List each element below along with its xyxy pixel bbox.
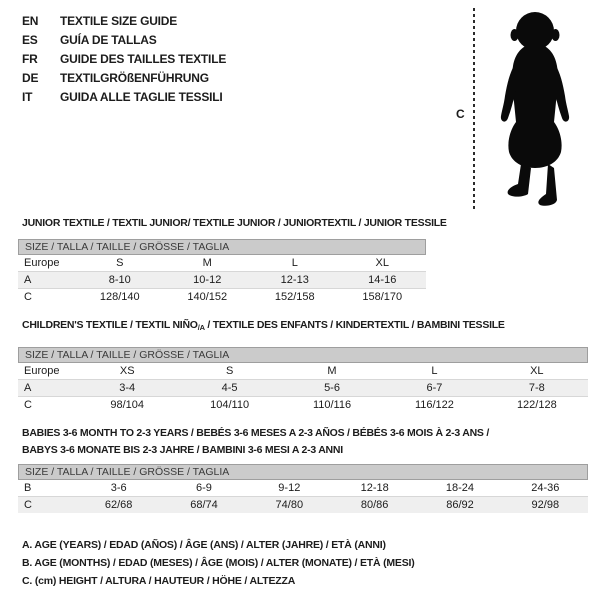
size-cell: S xyxy=(116,257,124,269)
height-cell: 110/116 xyxy=(312,399,352,411)
age-cell: 18-24 xyxy=(445,482,475,494)
table-row xyxy=(18,363,588,380)
language-row xyxy=(22,31,226,50)
age-cell: 4-5 xyxy=(221,382,238,394)
note-age-months: B. AGE (MONTHS) / EDAD (MESES) / ÂGE (MOIS) / ALTER (MONATE) / ETÀ (MESI) xyxy=(22,557,415,569)
table-row xyxy=(18,397,588,413)
row-label: C xyxy=(24,499,32,511)
row-label: A xyxy=(24,382,32,394)
size-header-bar: SIZE / TALLA / TAILLE / GRÖSSE / TAGLIA xyxy=(18,239,426,255)
row-label: Europe xyxy=(24,365,60,377)
table-row xyxy=(18,255,426,272)
size-cell: L xyxy=(291,257,298,269)
height-cell: 62/68 xyxy=(104,499,133,511)
childrens-section-title: CHILDREN'S TEXTILE / TEXTIL NIÑO/A / TEXTILE DES ENFANTS / KINDERTEXTIL / BAMBINI TESSILE xyxy=(22,319,505,332)
age-cell: 7-8 xyxy=(528,382,545,394)
table-row xyxy=(18,380,588,397)
language-row xyxy=(22,12,226,31)
legend-notes xyxy=(22,536,415,590)
size-cell: L xyxy=(431,365,438,377)
size-header-bar: SIZE / TALLA / TAILLE / GRÖSSE / TAGLIA xyxy=(18,347,588,363)
age-cell: 14-16 xyxy=(368,274,397,286)
language-code: ES xyxy=(22,33,38,47)
language-row xyxy=(22,69,226,88)
table-row xyxy=(18,497,588,513)
height-cell: 104/110 xyxy=(210,399,250,411)
guide-title: GUIDE DES TAILLES TEXTILE xyxy=(60,52,227,66)
height-cell: 122/128 xyxy=(516,399,557,411)
guide-title: TEXTILE SIZE GUIDE xyxy=(60,14,178,28)
size-cell: XS xyxy=(119,365,135,377)
language-row xyxy=(22,50,226,69)
height-cell: 86/92 xyxy=(446,499,474,511)
age-cell: 3-4 xyxy=(119,382,136,394)
babies-section-title: BABIES 3-6 MONTH TO 2-3 YEARS / BEBÉS 3-6 MESES A 2-3 AÑOS / BÉBÉS 3-6 MOIS À 2-3 ANS / BABYS 3-6 MONATE BIS 2-3 JAHRE / BAMBINI 3-6 MESI A 2-3 ANNI xyxy=(22,427,490,456)
height-measure-label: C xyxy=(456,107,465,121)
age-cell: 6-7 xyxy=(426,382,443,394)
height-cell: 128/140 xyxy=(99,291,140,303)
language-code: DE xyxy=(22,71,39,85)
height-cell: 80/86 xyxy=(360,499,389,511)
language-code: IT xyxy=(22,90,33,104)
language-code: FR xyxy=(22,52,38,66)
baby-silhouette-icon xyxy=(483,6,587,208)
title-subscript: /A xyxy=(197,323,205,332)
row-label: Europe xyxy=(24,257,60,269)
age-cell: 9-12 xyxy=(278,482,301,494)
height-cell: 98/104 xyxy=(110,399,145,411)
size-cell: XL xyxy=(530,365,544,377)
size-header-bar: SIZE / TALLA / TAILLE / GRÖSSE / TAGLIA xyxy=(18,464,588,480)
height-cell: 68/74 xyxy=(190,499,218,511)
language-title-list xyxy=(22,12,226,107)
age-cell: 6-9 xyxy=(196,482,212,494)
childrens-size-table xyxy=(18,347,588,413)
junior-section-title: JUNIOR TEXTILE / TEXTIL JUNIOR/ TEXTILE JUNIOR / JUNIORTEXTIL / JUNIOR TESSILE xyxy=(22,217,447,229)
age-cell: 5-6 xyxy=(324,382,340,394)
age-cell: 12-18 xyxy=(360,482,389,494)
height-cell: 140/152 xyxy=(187,291,228,303)
table-row xyxy=(18,289,426,305)
language-code: EN xyxy=(22,14,39,28)
guide-title: GUIDA ALLE TAGLIE TESSILI xyxy=(60,90,223,104)
babies-size-table xyxy=(18,464,588,513)
language-row xyxy=(22,88,226,107)
age-cell: 12-13 xyxy=(280,274,309,286)
age-cell: 10-12 xyxy=(193,274,222,286)
age-cell: 8-10 xyxy=(108,274,131,286)
row-label: B xyxy=(24,482,32,494)
table-row xyxy=(18,272,426,289)
size-cell: XL xyxy=(375,257,389,269)
guide-title: TEXTILGRÖßENFÜHRUNG xyxy=(60,71,209,85)
height-measure-line xyxy=(473,8,475,211)
size-cell: M xyxy=(327,365,337,377)
height-cell: 152/158 xyxy=(274,291,315,303)
row-label: A xyxy=(24,274,32,286)
note-age-years: A. AGE (YEARS) / EDAD (AÑOS) / ÂGE (ANS) / ALTER (JAHRE) / ETÀ (ANNI) xyxy=(22,539,386,551)
row-label: C xyxy=(24,399,32,411)
guide-title: GUÍA DE TALLAS xyxy=(60,33,157,47)
size-cell: M xyxy=(202,257,212,269)
size-cell: S xyxy=(225,365,234,377)
age-cell: 3-6 xyxy=(110,482,127,494)
height-cell: 92/98 xyxy=(531,499,560,511)
height-cell: 158/170 xyxy=(362,291,403,303)
note-height: C. (cm) HEIGHT / ALTURA / HAUTEUR / HÖHE / ALTEZZA xyxy=(22,575,296,587)
height-cell: 74/80 xyxy=(275,499,304,511)
table-row xyxy=(18,480,588,497)
age-cell: 24-36 xyxy=(531,482,560,494)
height-cell: 116/122 xyxy=(414,399,454,411)
row-label: C xyxy=(24,291,32,303)
junior-size-table xyxy=(18,239,426,305)
